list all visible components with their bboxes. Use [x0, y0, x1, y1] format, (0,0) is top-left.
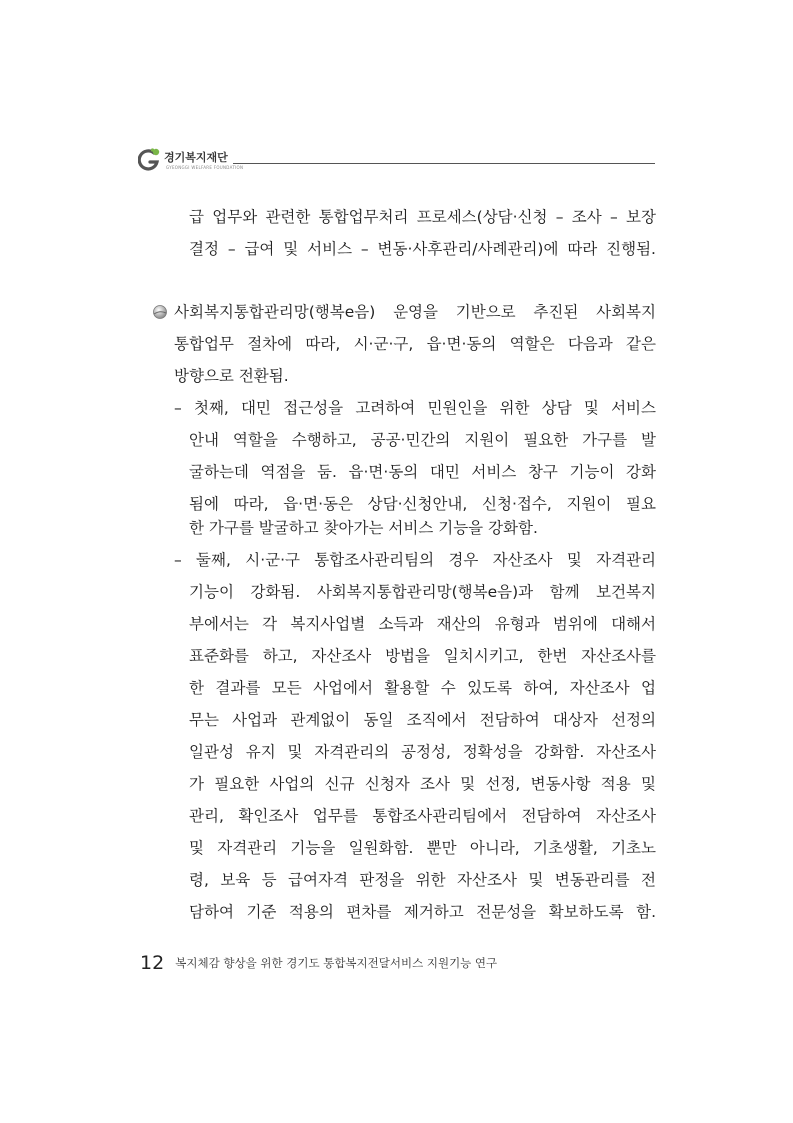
text-line: 부에서는 각 복지사업별 소득과 재산의 유형과 범위에 대해서 — [189, 615, 656, 633]
foundation-logo-icon — [138, 147, 162, 171]
text-line: 기능이 강화됨. 사회복지통합관리망(행복e음)과 함께 보건복지 — [189, 583, 656, 601]
text-line: 한 결과를 모든 사업에서 활용할 수 있도록 하여, 자산조사 업 — [189, 679, 656, 697]
text-line: 표준화를 하고, 자산조사 방법을 일치시키고, 한번 자산조사를 — [189, 647, 656, 665]
text-line: 관리, 확인조사 업무를 통합조사관리팀에서 전담하여 자산조사 — [189, 807, 656, 825]
text-line: 및 자격관리 기능을 일원화함. 뿐만 아니라, 기초생활, 기초노 — [189, 839, 656, 857]
text-line: 급 업무와 관련한 통합업무처리 프로세스(상담‧신청 – 조사 – 보장 — [189, 208, 656, 226]
org-name: 경기복지재단 — [164, 151, 228, 164]
text-line: 안내 역할을 수행하고, 공공‧민간의 지원이 필요한 가구를 발 — [189, 431, 656, 449]
page-number: 12 — [140, 952, 165, 974]
text-line: 령, 보육 등 급여자격 판정을 위한 자산조사 및 변동관리를 전 — [189, 871, 656, 889]
text-line: 결정 – 급여 및 서비스 – 변동‧사후관리/사례관리)에 따라 진행됨. — [189, 240, 656, 258]
org-name-en: GYEONGGI WELFARE FOUNDATION — [166, 165, 244, 170]
book-title: 복지체감 향상을 위한 경기도 통합복지전달서비스 지원기능 연구 — [175, 956, 498, 970]
bullet-icon — [152, 304, 168, 320]
text-line: 한 가구를 발굴하고 찾아가는 서비스 기능을 강화함. — [189, 519, 538, 537]
text-line: 방향으로 전환됨. — [174, 367, 289, 385]
text-line: 사회복지통합관리망(행복e음) 운영을 기반으로 추진된 사회복지 — [174, 303, 656, 321]
page-footer — [140, 952, 497, 978]
page-header — [138, 145, 655, 175]
text-line: 가 필요한 사업의 신규 신청자 조사 및 선정, 변동사항 적용 및 — [189, 775, 656, 793]
header-divider — [233, 163, 655, 164]
text-line: 무는 사업과 관계없이 동일 조직에서 전담하여 대상자 선정의 — [189, 711, 656, 729]
text-line: 통합업무 절차에 따라, 시‧군‧구, 읍‧면‧동의 역할은 다음과 같은 — [174, 335, 656, 353]
text-line: 일관성 유지 및 자격관리의 공정성, 정확성을 강화함. 자산조사 — [189, 743, 656, 761]
text-line: – 첫째, 대민 접근성을 고려하여 민원인을 위한 상담 및 서비스 — [174, 399, 656, 417]
text-line: – 둘째, 시‧군‧구 통합조사관리팀의 경우 자산조사 및 자격관리 — [174, 551, 656, 569]
text-line: 담하여 기준 적용의 편차를 제거하고 전문성을 확보하도록 함. — [189, 903, 656, 921]
text-line: 굴하는데 역점을 둠. 읍‧면‧동의 대민 서비스 창구 기능이 강화 — [189, 463, 656, 481]
text-line: 됨에 따라, 읍‧면‧동은 상담‧신청안내, 신청‧접수, 지원이 필요 — [189, 495, 656, 513]
